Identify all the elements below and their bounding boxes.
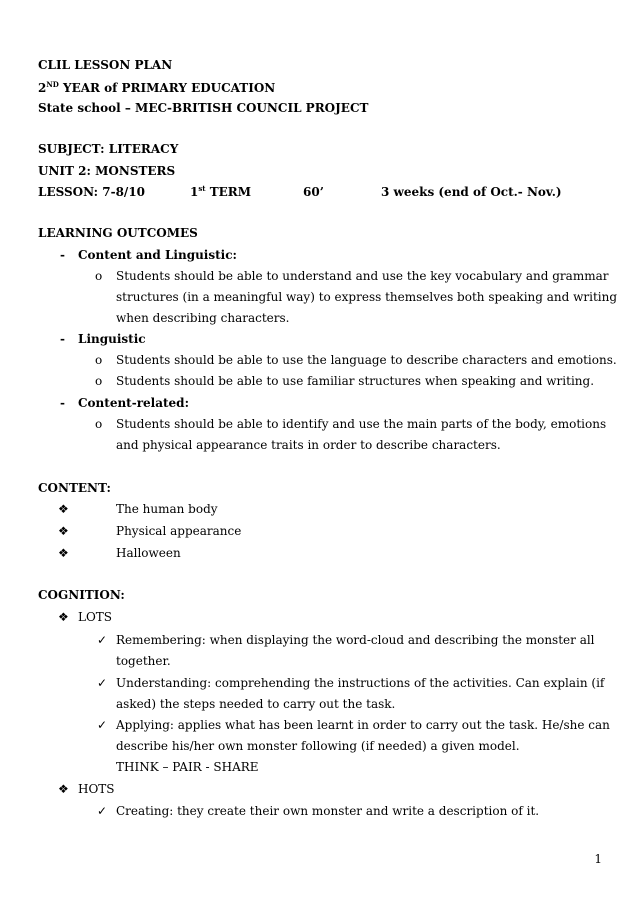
linguistic-title: Linguistic xyxy=(78,332,146,346)
cr-text-2: and physical appearance traits in order to describe characters. xyxy=(116,438,501,452)
cr-text-1: Students should be able to identify and use the main parts of the body, emotions xyxy=(116,417,607,431)
content-related-title: Content-related: xyxy=(78,396,189,410)
check-icon: ✓ xyxy=(97,718,108,732)
understanding-text-1: Understanding: comprehending the instructions of the activities. Can explain (if xyxy=(116,676,605,690)
check-icon: ✓ xyxy=(97,676,108,690)
year-ordinal: ND xyxy=(46,80,59,89)
applying-text-1: Applying: applies what has been learnt in order to carry out the task. He/she can xyxy=(116,718,610,732)
cl-text-1: Students should be able to understand and use the key vocabulary and grammar xyxy=(116,269,609,283)
page-number: 1 xyxy=(594,852,602,866)
check-icon: ✓ xyxy=(97,633,108,647)
lesson-label: LESSON: 7-8/10 xyxy=(38,185,146,199)
circle-bullet: o xyxy=(95,269,103,283)
applying-text-3: THINK – PAIR - SHARE xyxy=(116,760,259,774)
circle-bullet: o xyxy=(95,374,103,388)
circle-bullet: o xyxy=(95,417,103,431)
duration-label: 60’ xyxy=(303,185,324,199)
diamond-bullet-icon: ❖ xyxy=(58,610,69,624)
cl-text-3: when describing characters. xyxy=(116,311,290,325)
term-number: 1 xyxy=(190,185,199,199)
creating-text-1: Creating: they create their own monster and write a description of it. xyxy=(116,804,540,818)
school-line: State school – MEC-BRITISH COUNCIL PROJECT xyxy=(38,101,369,115)
term-text: TERM xyxy=(205,185,252,199)
content-linguistic-title: Content and Linguistic: xyxy=(78,248,237,262)
content-item: The human body xyxy=(116,502,218,516)
circle-bullet: o xyxy=(95,353,103,367)
weeks-label: 3 weeks (end of Oct.- Nov.) xyxy=(381,185,562,199)
term-label xyxy=(190,184,251,200)
ling-text-2: Students should be able to use familiar structures when speaking and writing. xyxy=(116,374,595,388)
content-heading: CONTENT: xyxy=(38,481,111,495)
diamond-bullet-icon: ❖ xyxy=(58,502,69,516)
unit-line: UNIT 2: MONSTERS xyxy=(38,164,176,178)
diamond-bullet-icon: ❖ xyxy=(58,546,69,560)
cognition-heading: COGNITION: xyxy=(38,588,125,602)
cl-text-2: structures (in a meaningful way) to express themselves both speaking and writing xyxy=(116,290,618,304)
hots-label: HOTS xyxy=(78,782,115,796)
subject-line: SUBJECT: LITERACY xyxy=(38,142,179,156)
dash-marker: - xyxy=(60,332,65,346)
dash-marker: - xyxy=(60,248,65,262)
remembering-text-2: together. xyxy=(116,654,171,668)
content-item: Physical appearance xyxy=(116,524,242,538)
term-ordinal: st xyxy=(198,184,206,193)
content-item: Halloween xyxy=(116,546,181,560)
applying-text-2: describe his/her own monster following (if needed) a given model. xyxy=(116,739,520,753)
lots-label: LOTS xyxy=(78,610,113,624)
doc-title: CLIL LESSON PLAN xyxy=(38,58,173,72)
outcomes-heading: LEARNING OUTCOMES xyxy=(38,226,198,240)
year-number: 2 xyxy=(38,81,47,95)
ling-text-1: Students should be able to use the language to describe characters and emotions. xyxy=(116,353,617,367)
dash-marker: - xyxy=(60,396,65,410)
year-line xyxy=(38,80,275,96)
remembering-text-1: Remembering: when displaying the word-cloud and describing the monster all xyxy=(116,633,595,647)
understanding-text-2: asked) the steps needed to carry out the task. xyxy=(116,697,396,711)
check-icon: ✓ xyxy=(97,804,108,818)
diamond-bullet-icon: ❖ xyxy=(58,524,69,538)
diamond-bullet-icon: ❖ xyxy=(58,782,69,796)
year-text: YEAR of PRIMARY EDUCATION xyxy=(58,81,276,95)
